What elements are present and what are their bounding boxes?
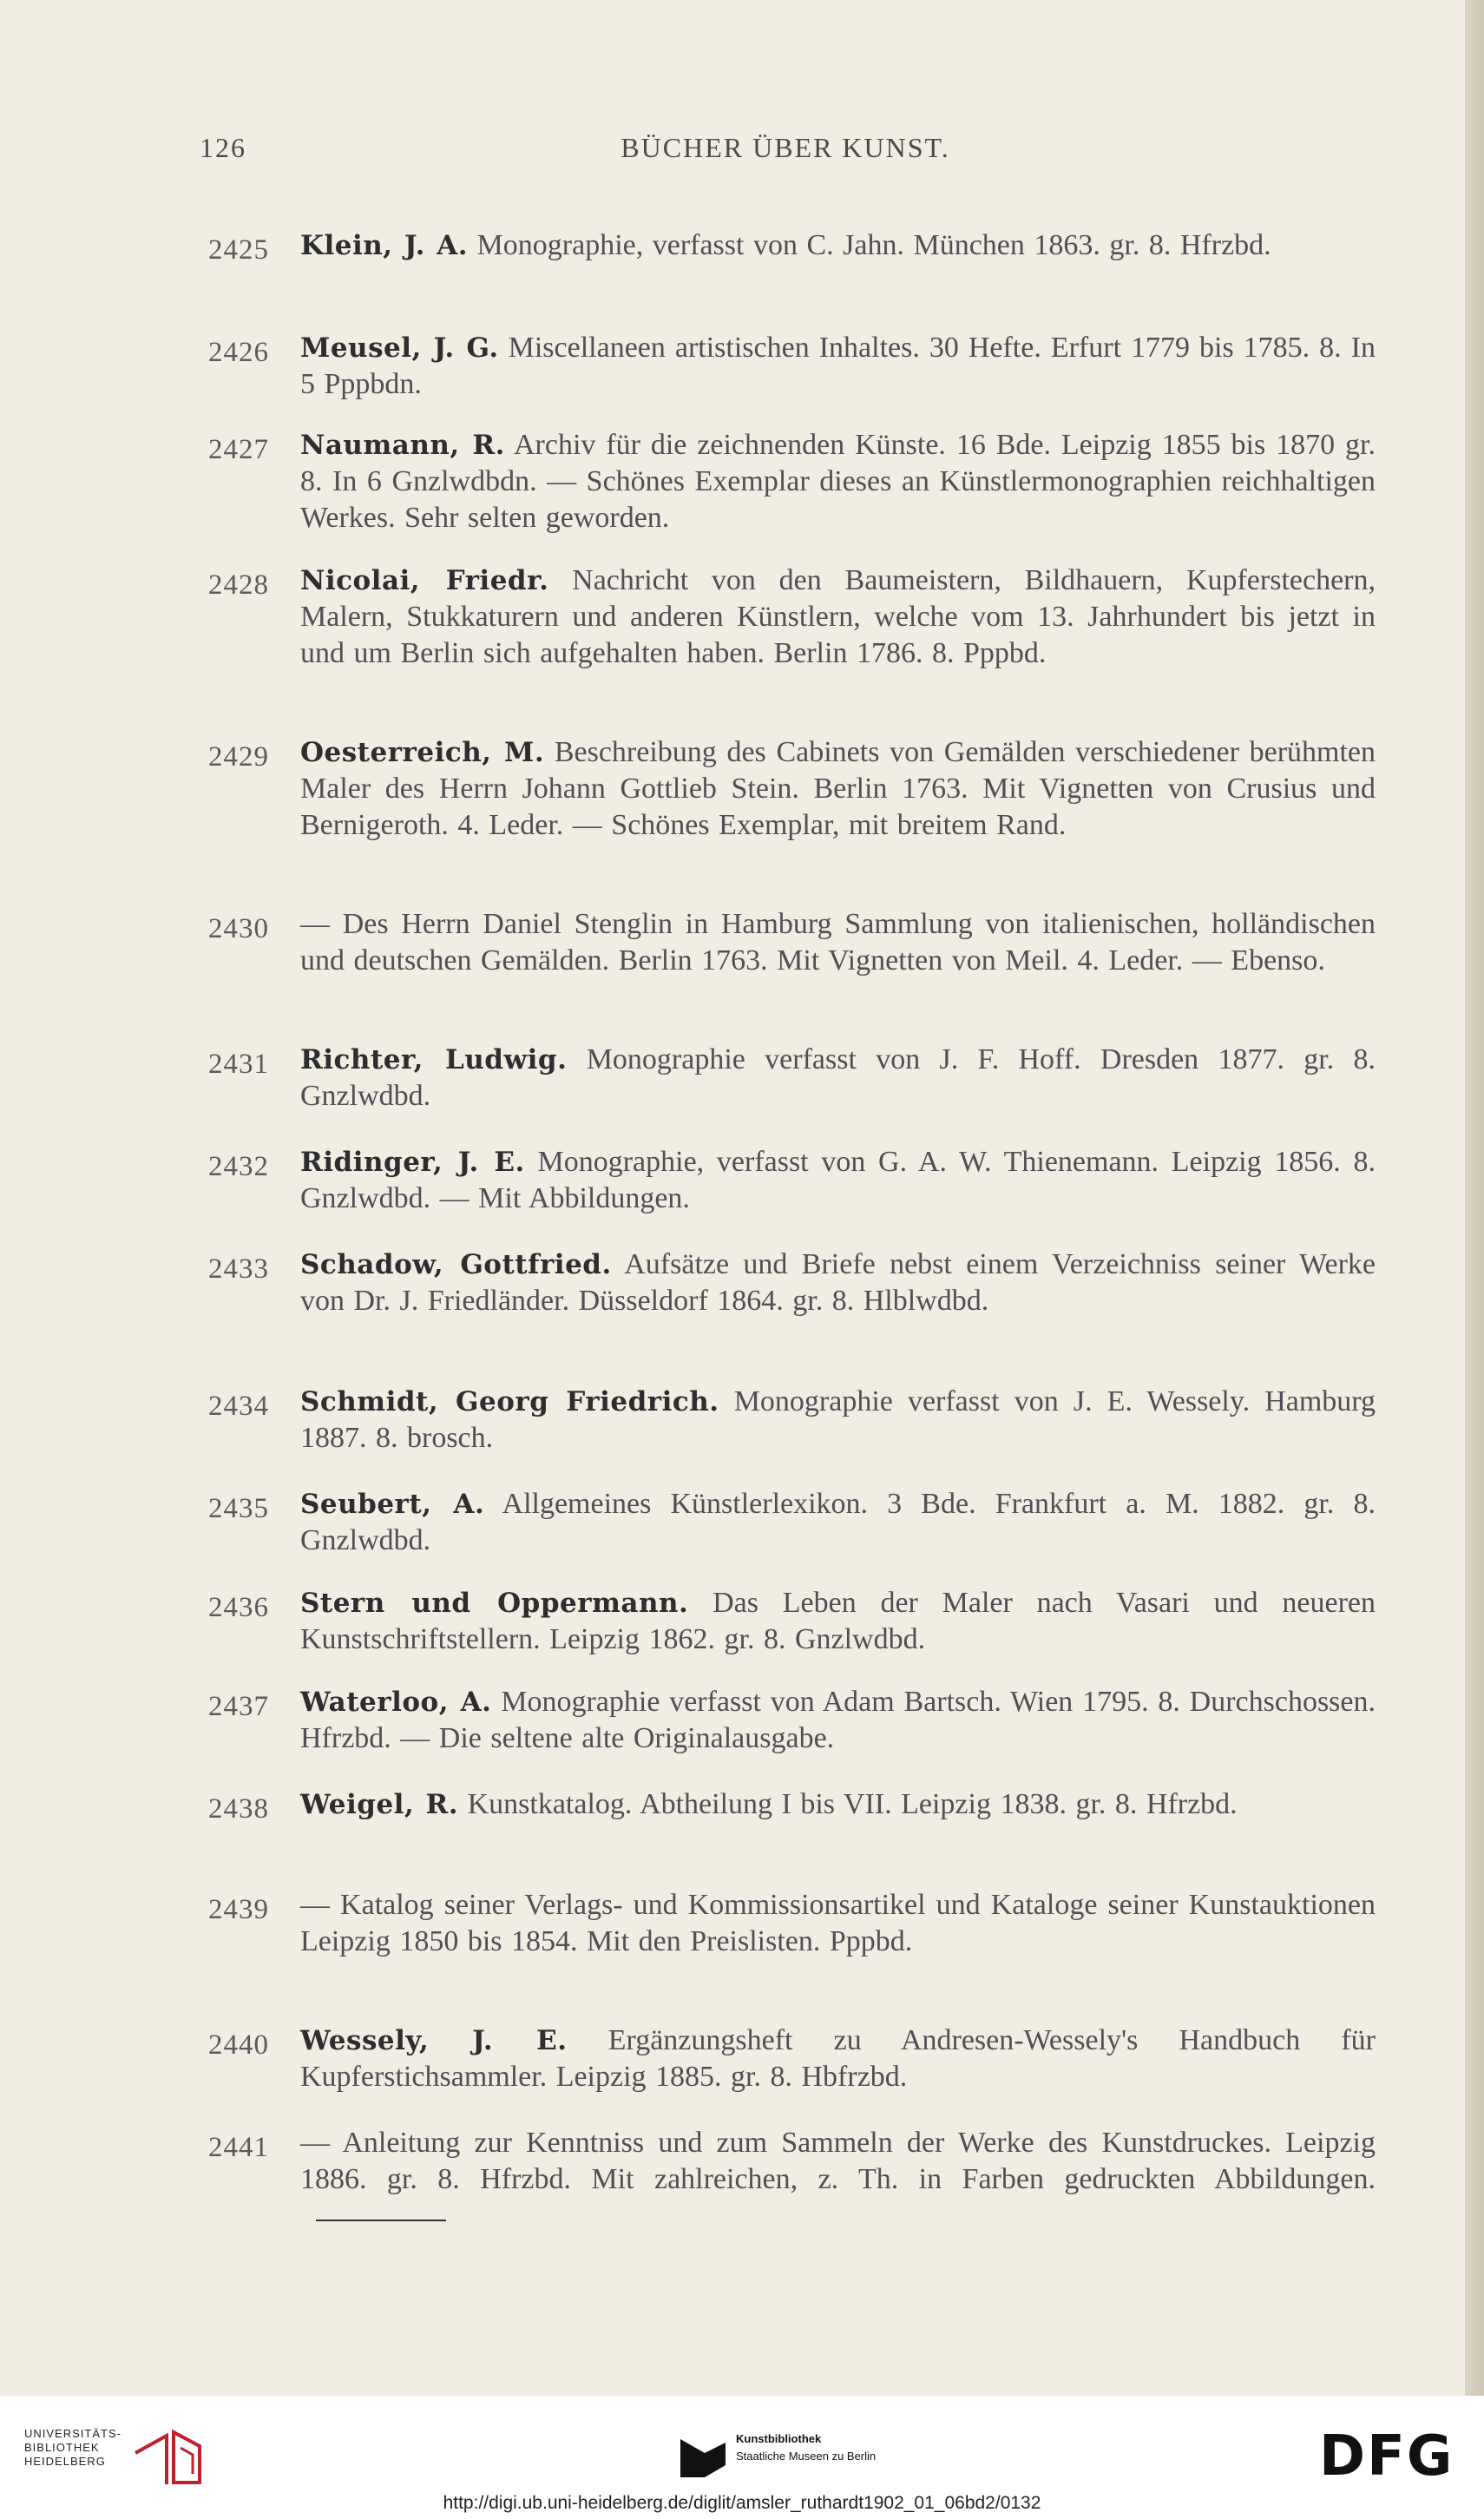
entry-body — [300, 330, 1376, 403]
catalog-entry-2425 — [208, 227, 1376, 264]
entry-author: Richter, Ludwig. — [300, 1044, 568, 1075]
entry-author: Weigel, R. — [300, 1789, 459, 1820]
entry-body — [300, 1786, 1376, 1823]
entry-number: 2426 — [208, 337, 269, 368]
entry-text: Das Leben der Maler nach Vasari und neueren Kunstschriftstellern. Leipzig 1862. gr. 8. Gnzlwdbd. — [300, 1587, 1376, 1655]
university-line: BIBLIOTHEK — [24, 2441, 100, 2454]
entry-number: 2436 — [208, 1592, 269, 1623]
entry-body — [300, 227, 1376, 264]
page-title: BÜCHER ÜBER KUNST. — [621, 132, 950, 163]
entry-author: Meusel, J. G. — [300, 332, 499, 364]
entry-text: Monographie, verfasst von G. A. W. Thienemann. Leipzig 1856. 8. Gnzlwdbd. — Mit Abbildungen. — [300, 1146, 1376, 1214]
entry-body — [300, 1246, 1376, 1319]
entry-author: Klein, J. A. — [300, 230, 469, 261]
entry-body — [300, 906, 1376, 979]
catalog-entry-2434 — [208, 1384, 1376, 1457]
entry-body — [300, 427, 1376, 536]
entry-number: 2427 — [208, 434, 269, 465]
end-rule — [316, 2220, 446, 2221]
entry-text: — Katalog seiner Verlags- und Kommissionsartikel und Kataloge seiner Kunstauktionen Leipzig 1850 bis 1854. Mit den Preislisten. Pppbd. — [300, 1889, 1376, 1957]
entry-number: 2432 — [208, 1151, 269, 1182]
entry-text: — Des Herrn Daniel Stenglin in Hamburg Sammlung von italienischen, holländischen und deutschen Gemälden. Berlin 1763. Mit Vignetten von Meil. 4. Leder. — Ebenso. — [300, 908, 1376, 977]
entry-author: Schadow, Gottfried. — [300, 1249, 612, 1280]
catalog-entry-2429 — [208, 734, 1376, 844]
entry-body — [300, 1144, 1376, 1217]
entry-author: Seubert, A. — [300, 1489, 485, 1520]
catalog-entry-2432 — [208, 1144, 1376, 1217]
catalog-entry-2440 — [208, 2022, 1376, 2095]
entry-body — [300, 1887, 1376, 1960]
entry-body — [300, 2125, 1376, 2234]
entry-number: 2431 — [208, 1049, 269, 1080]
entry-body — [300, 2022, 1376, 2095]
source-url-link[interactable]: http://digi.ub.uni-heidelberg.de/diglit/amsler_ruthardt1902_01_06bd2/0132 — [443, 2493, 1041, 2513]
entry-body — [300, 1042, 1376, 1115]
kunstbibliothek-subtitle: Staatliche Museen zu Berlin — [736, 2450, 877, 2463]
entry-number: 2435 — [208, 1493, 269, 1524]
catalog-entry-2433 — [208, 1246, 1376, 1319]
entry-number: 2439 — [208, 1894, 269, 1925]
entry-body — [300, 1384, 1376, 1457]
entry-number: 2440 — [208, 2029, 269, 2061]
university-library-logo[interactable] — [24, 2427, 137, 2469]
catalog-entry-2428 — [208, 562, 1376, 672]
university-line: HEIDELBERG — [24, 2455, 106, 2468]
entry-author: Wessely, J. E. — [300, 2025, 568, 2056]
entry-number: 2428 — [208, 569, 269, 601]
university-library-name — [24, 2427, 137, 2469]
entry-text: Monographie verfasst von Adam Bartsch. Wien 1795. 8. Durchschossen. Hfrzbd. — Die seltene alte Originalausgabe. — [300, 1686, 1376, 1754]
entry-text: Beschreibung des Cabinets von Gemälden verschiedener berühmten Maler des Herrn Johann Gottlieb Stein. Berlin 1763. Mit Vignetten von Crusius und Bernigeroth. 4. Leder. — Schönes Exemplar, mit breitem Rand. — [300, 736, 1376, 841]
catalog-entry-2426 — [208, 330, 1376, 403]
entry-author: Ridinger, J. E. — [300, 1147, 525, 1178]
catalog-entry-2439 — [208, 1887, 1376, 1960]
kunstbibliothek-emblem-icon — [679, 2430, 727, 2479]
catalog-entry-2427 — [208, 427, 1376, 536]
entry-text: Miscellaneen artistischen Inhaltes. 30 Hefte. Erfurt 1779 bis 1785. 8. In 5 Pppbdn. — [300, 332, 1376, 400]
kunstbibliothek-title: Kunstbibliothek — [736, 2432, 822, 2445]
entry-author: Stern und Oppermann. — [300, 1588, 689, 1619]
entry-author: Schmidt, Georg Friedrich. — [300, 1386, 719, 1417]
dfg-logo[interactable]: DFG — [1319, 2424, 1454, 2489]
catalog-entry-2441 — [208, 2125, 1376, 2234]
entry-text: Archiv für die zeichnenden Künste. 16 Bde. Leipzig 1855 bis 1870 gr. 8. In 6 Gnzlwdbdn. — Schönes Exemplar dieses an Künstlermonographien reichhaltigen Werkes. Sehr selten geworden. — [300, 429, 1376, 534]
entry-text: — Anleitung zur Kenntniss und zum Sammeln der Werke des Kunstdruckes. Leipzig 1886. gr. 8. Hfrzbd. Mit zahlreichen, z. Th. in Farben gedruckten Abbildungen. — [300, 2127, 1376, 2195]
entry-number: 2434 — [208, 1391, 269, 1422]
entry-text: Monographie verfasst von J. E. Wessely. Hamburg 1887. 8. brosch. — [300, 1385, 1376, 1454]
entry-body — [300, 1585, 1376, 1658]
catalog-entry-2435 — [208, 1486, 1376, 1559]
catalog-entry-2430 — [208, 906, 1376, 979]
catalog-entry-2436 — [208, 1585, 1376, 1658]
university-line: UNIVERSITÄTS- — [24, 2427, 121, 2440]
entry-text: Aufsätze und Briefe nebst einem Verzeichniss seiner Werke von Dr. J. Friedländer. Düsseldorf 1864. gr. 8. Hlblwdbd. — [300, 1248, 1376, 1317]
entry-text: Monographie verfasst von J. F. Hoff. Dresden 1877. gr. 8. Gnzlwdbd. — [300, 1043, 1376, 1112]
entry-text: Allgemeines Künstlerlexikon. 3 Bde. Frankfurt a. M. 1882. gr. 8. Gnzlwdbd. — [300, 1488, 1376, 1556]
entry-body — [300, 1486, 1376, 1559]
entry-number: 2425 — [208, 234, 269, 266]
entry-author: Waterloo, A. — [300, 1687, 492, 1718]
entry-text: Nachricht von den Baumeistern, Bildhauern, Kupferstechern, Malern, Stukkaturern und anderen Künstlern, welche vom 13. Jahrhundert bis jetzt in und um Berlin sich aufgehalten haben. Berlin 1786. 8. Pppbd. — [300, 564, 1376, 669]
entry-text: Kunstkatalog. Abtheilung I bis VII. Leipzig 1838. gr. 8. Hfrzbd. — [467, 1788, 1238, 1820]
entry-number: 2437 — [208, 1691, 269, 1722]
entry-text: Ergänzungsheft zu Andresen-Wessely's Handbuch für Kupferstichsammler. Leipzig 1885. gr. 8. Hbfrzbd. — [300, 2024, 1376, 2093]
entry-body — [300, 1684, 1376, 1757]
entry-author: Nicolai, Friedr. — [300, 565, 549, 596]
catalog-entry-2437 — [208, 1684, 1376, 1757]
university-emblem-icon — [132, 2427, 203, 2488]
entry-number: 2441 — [208, 2132, 269, 2163]
page-number: 126 — [200, 132, 246, 163]
entry-text: Monographie, verfasst von C. Jahn. München 1863. gr. 8. Hfrzbd. — [476, 229, 1271, 261]
running-head — [200, 132, 1371, 175]
catalog-entry-2431 — [208, 1042, 1376, 1115]
entry-number: 2433 — [208, 1253, 269, 1285]
footer-bar — [0, 2396, 1484, 2519]
entry-number: 2429 — [208, 741, 269, 773]
kunstbibliothek-name — [736, 2430, 944, 2465]
catalog-entry-2438 — [208, 1786, 1376, 1823]
entry-body — [300, 562, 1376, 672]
page-edge — [1465, 0, 1484, 2396]
entry-body — [300, 734, 1376, 844]
entry-author: Oesterreich, M. — [300, 737, 545, 768]
entry-number: 2430 — [208, 913, 269, 944]
entry-number: 2438 — [208, 1793, 269, 1825]
entry-author: Naumann, R. — [300, 430, 505, 461]
